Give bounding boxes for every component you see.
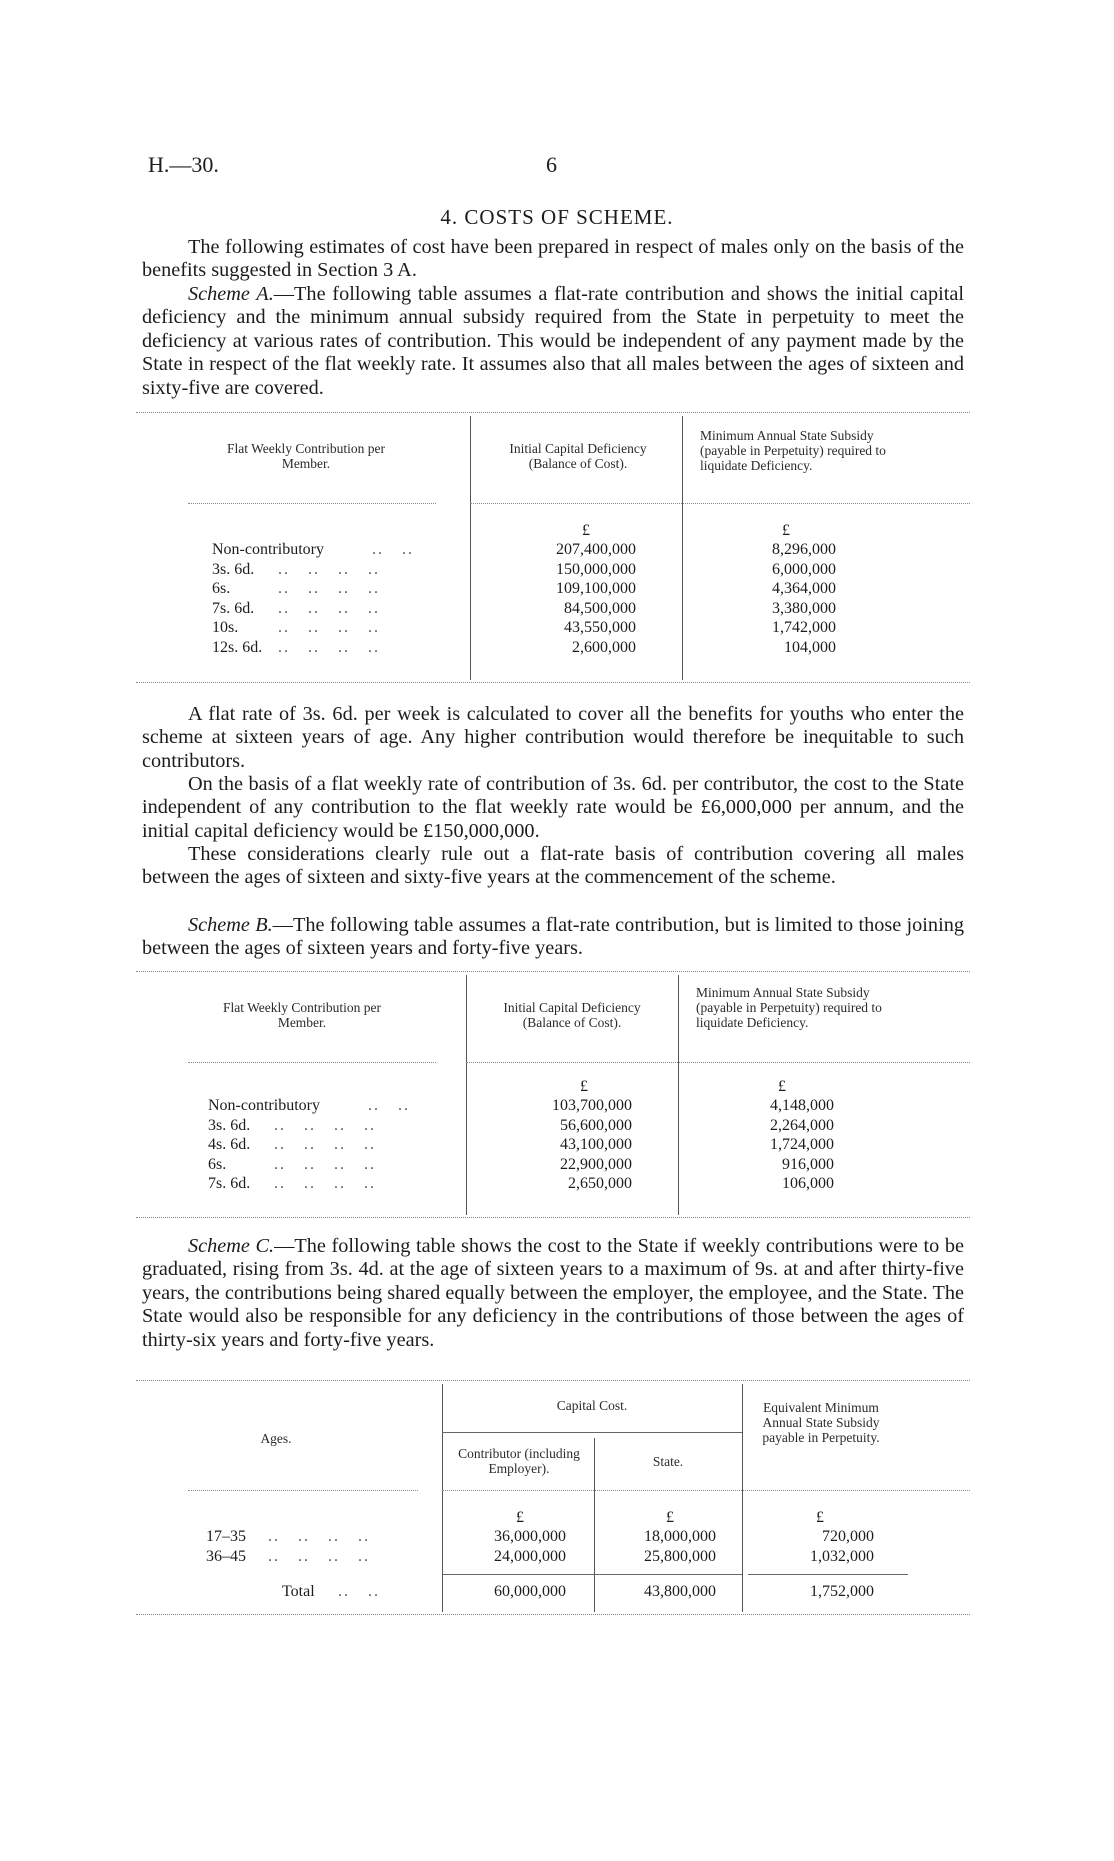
table-c-body [136,1527,970,1566]
table-c-header-contributor: Contributor (including Employer). [458,1446,580,1476]
paragraph-scheme-a: Scheme A.—The following table assumes a flat-rate contribution and shows the initial capital deficiency and the minimum annual subsidy required from the State in perpetuity to meet the deficiency at various rates of contribution. This would be independent of any payment made by the State in respect of the flat weekly rate. It assumes also that all males between the ages of sixteen and sixty-five are covered. [142,283,964,399]
table-row: 36–45 .. .. .. .. 24,000,000 25,800,000 1,032,000 [206,1547,874,1565]
table-row: 17–35 .. .. .. .. 36,000,000 18,000,000 720,000 [206,1528,874,1545]
paragraph-scheme-c: Scheme C.—The following table shows the cost to the State if weekly contributions were to be graduated, rising from 3s. 4d. at the age of sixteen years to a maximum of 9s. at and after thirty-five years, the contributions being shared equally between the employer, the employee, and the State. The State would also be responsible for any deficiency in the contributions of those between the ages of thirty-six years and forty-five years. [142,1235,964,1351]
section-title: 4. COSTS OF SCHEME. [440,205,674,229]
table-row: Non-contributory .. .. 207,400,000 8,296,000 [212,541,836,558]
table-a-unit-deficiency: £ [582,522,590,539]
paragraph-considerations: These considerations clearly rule out a flat-rate basis of contribution covering all males between the ages of sixteen and sixty-five years at the commencement of the scheme. [142,843,964,889]
table-c-unit-state: £ [666,1509,674,1526]
table-c-header-capital: Capital Cost. [556,1398,628,1413]
table-row: 3s. 6d. .. .. .. .. 56,600,000 2,264,000 [208,1116,834,1134]
table-scheme-c [136,1380,970,1616]
paragraph-flat-rate: A flat rate of 3s. 6d. per week is calculated to cover all the benefits for youths who enter the scheme at sixteen years of age. Any higher contribution would therefore be inequitable to such contributors. [142,703,964,772]
table-c-header-ages: Ages. [260,1431,292,1446]
table-c-unit-contributor: £ [516,1509,524,1526]
table-row: 3s. 6d. .. .. .. .. 150,000,000 6,000,000 [212,560,836,578]
table-scheme-b [136,971,970,1219]
table-b-header-contribution: Flat Weekly Contribution per Member. [222,1000,382,1030]
page-header-reference: H.—30. [148,152,219,177]
table-a-header-contribution: Flat Weekly Contribution per Member. [226,441,386,471]
paragraph-flat-weekly: On the basis of a flat weekly rate of contribution of 3s. 6d. per contributor, the cost to the State independent of any contribution to the flat weekly rate would be £6,000,000 per annum, and the initial capital deficiency would be £150,000,000. [142,773,964,842]
paragraph-intro: The following estimates of cost have been prepared in respect of males only on the basis of the benefits suggested in Section 3 A. [142,236,964,282]
table-b-header-subsidy: Minimum Annual State Subsidy (payable in Perpetuity) required to liquidate Deficiency. [696,985,882,1030]
table-row: 10s. .. .. .. .. 43,550,000 1,742,000 [212,619,836,637]
table-scheme-a [136,412,970,684]
paragraph-scheme-b: Scheme B.—The following table assumes a flat-rate contribution, but is limited to those joining between the ages of sixteen years and forty-five years. [142,914,964,960]
table-row: 6s. .. .. .. .. 109,100,000 4,364,000 [212,580,836,598]
table-row: 12s. 6d. .. .. .. .. 2,600,000 104,000 [212,638,836,656]
table-row-total: Total .. .. 60,000,000 43,800,000 1,752,000 [282,1583,874,1600]
table-c-header-state: State. [652,1454,684,1469]
page-number: 6 [546,152,557,177]
table-b-unit-subsidy: £ [778,1078,786,1095]
table-a-header-deficiency: Initial Capital Deficiency (Balance of Cost). [509,441,647,471]
table-c-header-subsidy: Equivalent Minimum Annual State Subsidy payable in Perpetuity. [762,1400,880,1445]
table-a-body [136,540,970,658]
table-b-header-deficiency: Initial Capital Deficiency (Balance of Cost). [503,1000,641,1030]
table-b-unit-deficiency: £ [580,1078,588,1095]
table-row: 6s. .. .. .. .. 22,900,000 916,000 [208,1155,834,1173]
table-row: 7s. 6d. .. .. .. .. 2,650,000 106,000 [208,1175,834,1193]
table-row: 4s. 6d. .. .. .. .. 43,100,000 1,724,000 [208,1136,834,1154]
table-row: 7s. 6d. .. .. .. .. 84,500,000 3,380,000 [212,599,836,617]
table-a-unit-subsidy: £ [782,522,790,539]
table-c-unit-subsidy: £ [816,1509,824,1526]
table-b-body [136,1096,970,1194]
table-a-header-subsidy: Minimum Annual State Subsidy (payable in Perpetuity) required to liquidate Deficiency. [700,428,886,473]
table-row: Non-contributory .. .. 103,700,000 4,148,000 [208,1097,834,1114]
